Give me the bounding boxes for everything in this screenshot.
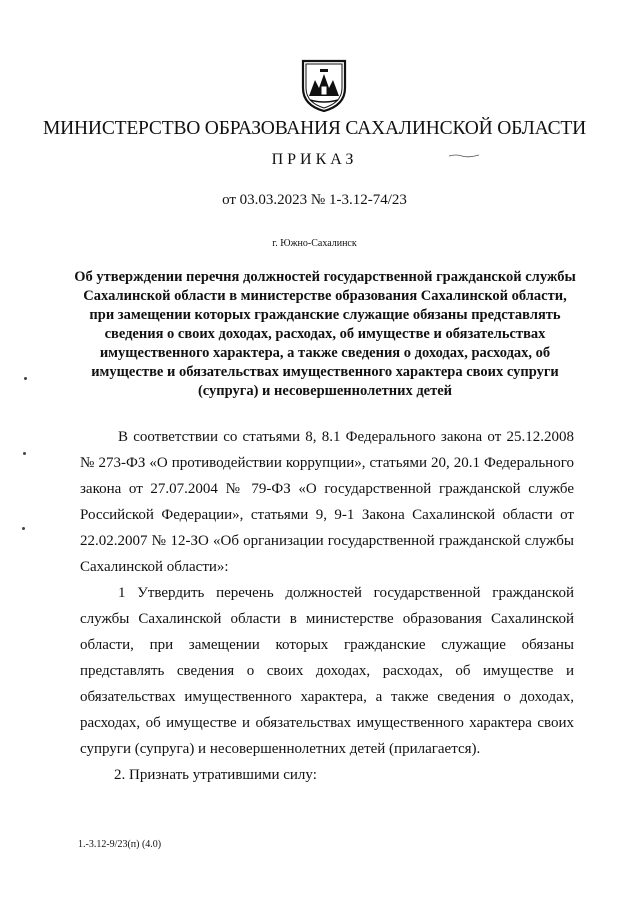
item-1-paragraph: 1 Утвердить перечень должностей государственной гражданской службы Сахалинской области в министерстве образования Сахалинской области, при замещении которых гражданские служащие обязаны представлять сведения о своих доходах, расходах, об имуществе и обязательствах имущественного характера, а также сведения о доходах, расходах, об имуществе и обязательствах имущественного характера своих супруги (супруга) и несовершеннолетних детей (прилагается). — [80, 585, 574, 757]
scan-speck — [23, 452, 26, 455]
handwritten-mark-icon — [448, 149, 480, 161]
item-2-paragraph: 2. Признать утратившими силу: — [114, 767, 317, 783]
order-body — [80, 424, 574, 788]
order-subject: Об утверждении перечня должностей государственной гражданской службы Сахалинской области в министерстве образования Сахалинской области, при замещении которых гражданские служащие обязаны представлять сведения о своих доходах, расходах, об имуществе и обязательствах имущественного характера, а также сведения о доходах, расходах, об имуществе и обязательствах имущественного характера своих супруги (супруга) и несовершеннолетних детей — [74, 269, 576, 399]
scan-speck — [22, 527, 25, 530]
coat-of-arms-icon — [300, 58, 348, 112]
scan-speck — [24, 377, 27, 380]
order-number: от 03.03.2023 № 1-3.12-74/23 — [222, 192, 407, 208]
preamble-paragraph: В соответствии со статьями 8, 8.1 Федерального закона от 25.12.2008 № 273-ФЗ «О противодействии коррупции», статьями 20, 20.1 Федерального закона от 27.07.2004 № 79-ФЗ «О государственной гражданской службе Российской Федерации», статьями 9, 9-1 Закона Сахалинской области от 22.02.2007 № 12-ЗО «Об организации государственной гражданской службы Сахалинской области»: — [80, 429, 574, 575]
city: г. Южно-Сахалинск — [272, 238, 357, 249]
document-code: 1.-3.12-9/23(п) (4.0) — [78, 839, 162, 850]
document-type: ПРИКАЗ — [271, 151, 358, 168]
ministry-name: МИНИСТЕРСТВО ОБРАЗОВАНИЯ САХАЛИНСКОЙ ОБЛАСТИ — [43, 118, 586, 139]
